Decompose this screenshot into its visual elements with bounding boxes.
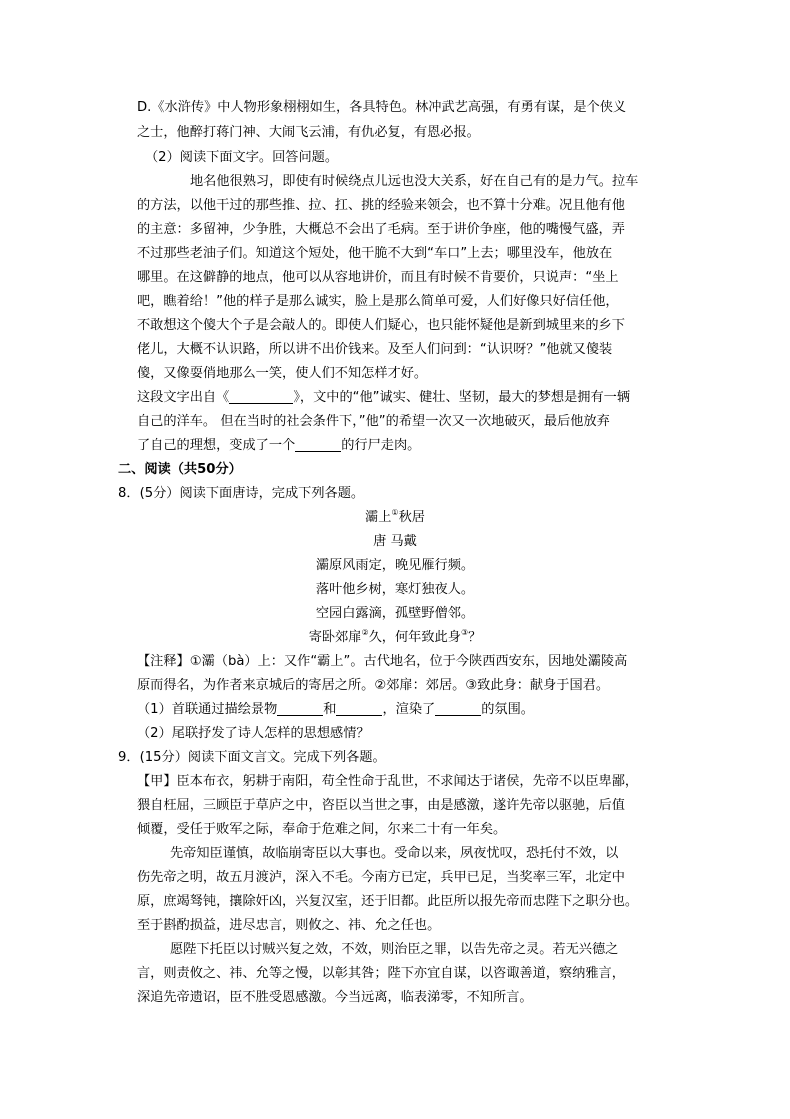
classical-text-line: 原，庶竭驽钝，攘除奸凶，兴复汉室，还于旧都。此臣所以报先帝而忠陛下之职分也。 — [137, 894, 639, 909]
question-8-stem: 8．(5分）阅读下面唐诗，完成下列各题。 — [118, 486, 365, 501]
passage-line: 不敢想这个傻大个子是会敲人的。即使人们疑心，也只能怀疑他是新到城里来的乡下 — [137, 318, 625, 333]
section-heading: 二、阅读（共50分） — [118, 462, 242, 477]
prompt-text: 》，文中的“他”诚实、健壮、坚韧，最大的梦想是拥有一辆 — [293, 390, 631, 405]
question-7-2-prompt-line-3 — [137, 437, 420, 455]
passage-line: 的主意：多留神，少争胜，大概总不会出了毛病。至于讲价争座，他的嘴慢气盛，弄 — [137, 222, 625, 237]
question-9-stem: 9．(15分）阅读下面文言文。完成下列各题。 — [118, 750, 386, 765]
prompt-text: 的行尸走肉。 — [341, 438, 421, 453]
classical-text-line: 愿陛下托臣以讨贼兴复之效，不效，则治臣之罪，以告先帝之灵。若无兴德之 — [170, 942, 619, 957]
classical-text-line: 倾覆，受任于败军之际，奉命于危难之间，尔来二十有一年矣。 — [137, 822, 507, 837]
poem-note-line-1: 【注释】①灞（bà）上：又作“霸上”。古代地名，位于今陕西西安东，因地处灞陵高 — [137, 654, 628, 669]
prompt-text: 了自己的理想，变成了一个 — [137, 438, 296, 453]
poem-note-line-2: 原而得名，为作者来京城后的寄居之所。②郊扉：郊居。③致此身：献身于国君。 — [137, 678, 610, 693]
answer-blank[interactable] — [277, 701, 323, 716]
answer-blank[interactable] — [229, 389, 293, 404]
poem-line: 寄卧郊扉②久，何年致此身③？ — [308, 628, 482, 645]
answer-blank[interactable] — [295, 437, 341, 452]
classical-text-line: 深追先帝遗诏，臣不胜受恩感激。今当远离，临表涕零，不知所言。 — [137, 990, 533, 1005]
question-7-2-heading: （2）阅读下面文字。回答问题。 — [145, 150, 339, 165]
passage-line: 哪里。在这僻静的地点，他可以从容地讲价，而且有时候不肯要价，只说声：“坐上 — [137, 270, 619, 285]
question-7-2-prompt-line-2: 自己的洋车。 但在当时的社会条件下，”他”的希望一次又一次地破灭，最后他放弃 — [137, 414, 610, 429]
option-d-line-2: 之士，他醉打蒋门神、大闹飞云浦，有仇必复，有恩必报。 — [137, 125, 480, 140]
passage-line: 不过那些老油子们。知道这个短处，他干脆不大到“车口”上去；哪里没车，他放在 — [137, 246, 613, 261]
passage-line: 地名他很熟习，即使有时候绕点儿远也没大关系，好在自己有的是力气。拉车 — [190, 174, 639, 189]
poem-title: 灞上①秋居 — [365, 508, 425, 525]
classical-text-line: 先帝知臣谨慎，故临崩寄臣以大事也。受命以来，夙夜忧叹，恐托付不效，以 — [170, 846, 619, 861]
classical-text-line: 【甲】臣本布衣，躬耕于南阳，苟全性命于乱世，不求闻达于诸侯，先帝不以臣卑鄙， — [137, 774, 639, 789]
classical-text-line: 言，则责攸之、祎、允等之慢，以彰其咎；陛下亦宜自谋，以咨诹善道，察纳雅言， — [137, 966, 625, 981]
question-8-sub-1: （1）首联通过描绘景物 和 ，渲染了 的氛围。 — [137, 702, 534, 717]
passage-line: 佬儿，大概不认识路，所以讲不出价钱来。及至人们问到：“认识呀？”他就又傻装 — [137, 342, 613, 357]
prompt-text: 这段文字出自《 — [137, 390, 230, 405]
question-7-2-prompt-line-1 — [137, 389, 630, 407]
poem-line: 灞原风雨定，晚见雁行频。 — [315, 558, 475, 573]
poem-line: 空园白露滴，孤壁野僧邻。 — [315, 606, 475, 621]
passage-line: 吧，瞧着给！”他的样子是那么诚实，脸上是那么简单可爱，人们好像只好信任他， — [137, 294, 619, 309]
question-8-sub-2: （2）尾联抒发了诗人怎样的思想感情？ — [137, 726, 370, 741]
poem-line: 落叶他乡树，寒灯独夜人。 — [315, 582, 475, 597]
classical-text-line: 猥自枉屈，三顾臣于草庐之中，咨臣以当世之事，由是感激，遂许先帝以驱驰，后值 — [137, 798, 625, 813]
answer-blank[interactable] — [435, 701, 481, 716]
passage-line: 傻，又像耍俏地那么一笑，使人们不知怎样才好。 — [137, 366, 428, 381]
answer-blank[interactable] — [336, 701, 382, 716]
option-d-line-1: D.《水浒传》中人物形象栩栩如生，各具特色。林冲武艺高强，有勇有谋，是个侠义 — [137, 100, 627, 115]
classical-text-line: 伤先帝之明，故五月渡泸，深入不毛。今南方已定，兵甲已足，当奖率三军，北定中 — [137, 870, 625, 885]
poem-author: 唐 马戴 — [373, 534, 417, 549]
classical-text-line: 至于斟酌损益，进尽忠言，则攸之、祎、允之任也。 — [137, 918, 441, 933]
passage-line: 的方法，以他干过的那些推、拉、扛、挑的经验来领会，也不算十分难。况且他有他 — [137, 198, 625, 213]
